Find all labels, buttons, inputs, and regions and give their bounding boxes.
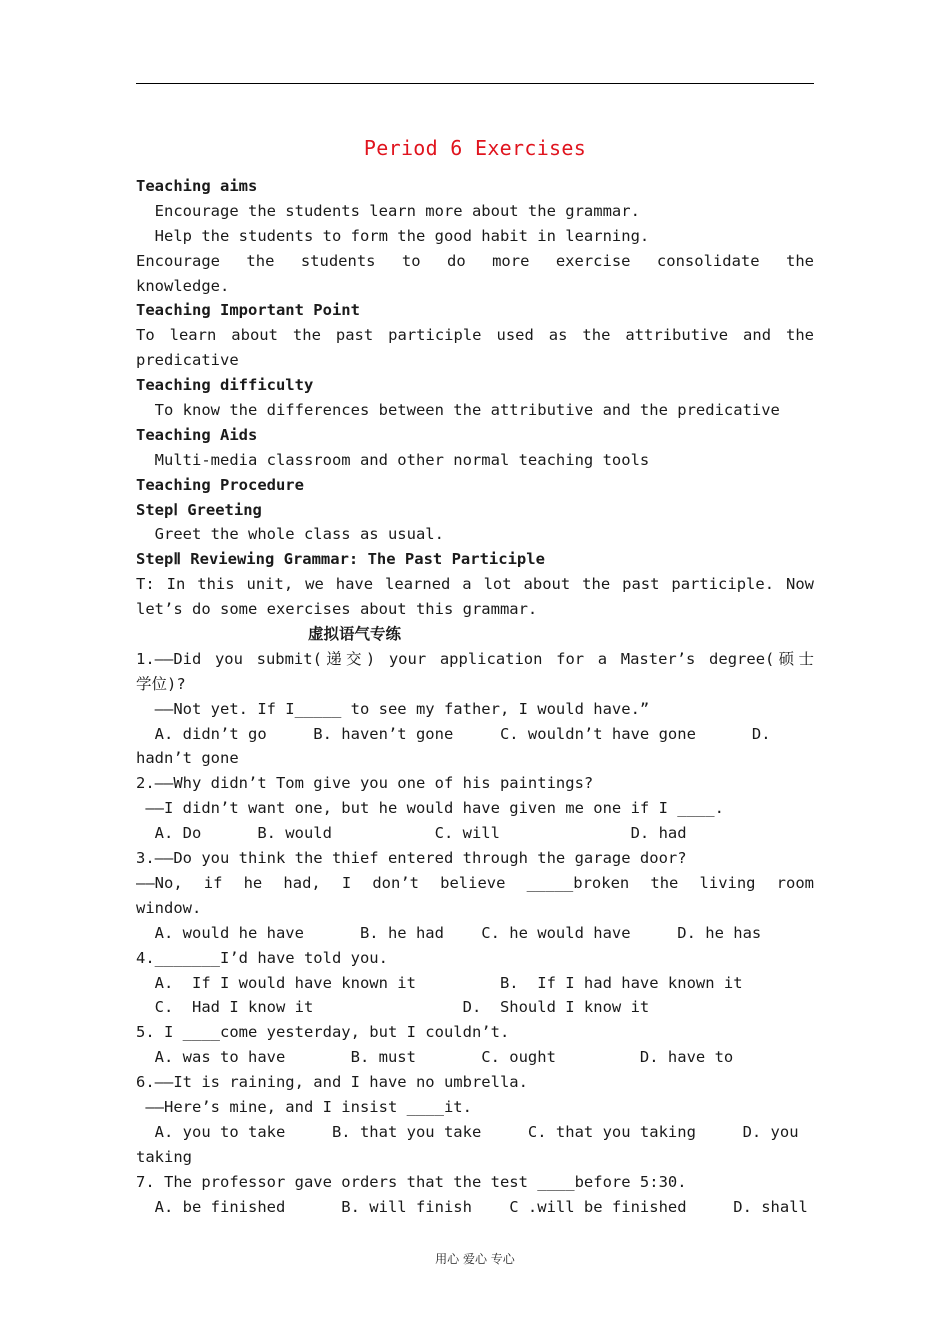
text-line: Help the students to form the good habit in learning. [136,226,650,245]
text-line: window. [136,898,202,917]
text-line: 1.——Did you submit(递交) your application for a Master’s degree(硕士 [136,649,814,668]
text-line: 7. The professor gave orders that the test ____before 5:30. [136,1172,687,1191]
text-line: 5. I ____come yesterday, but I couldn’t. [136,1023,510,1042]
text-line: ——No, if he had, I don’t believe _____broken the living room [136,873,814,892]
section-heading: Teaching aims [136,177,258,195]
section-subtitle: 虚拟语气专练 [308,625,402,644]
text-line: A. Do B. would C. will D. had [136,824,687,843]
text-line: Encourage the students to do more exercise consolidate the [136,251,814,270]
text-line: A. would he have B. he had C. he would have D. he has [136,923,762,942]
text-line: 4._______I’d have told you. [136,948,388,967]
text-line: C. Had I know it D. Should I know it [136,998,650,1017]
text-line: ——I didn’t want one, but he would have given me one if I ____. [136,799,724,818]
section-heading: Teaching Procedure [136,475,304,494]
text-line: To learn about the past participle used as the attributive and the [136,326,814,345]
page-title: Period 6 Exercises [363,136,587,160]
text-line: A. be finished B. will finish C .will be finished D. shall [136,1197,808,1216]
text-line: hadn’t gone [136,749,239,768]
section-heading: Teaching difficulty [136,376,314,395]
text-line: T: In this unit, we have learned a lot about the past participle. Now [136,575,814,594]
text-line: 学位)? [136,674,186,693]
text-line: A. was to have B. must C. ought D. have to [136,1048,734,1067]
text-line: A. If I would have known it B. If I had have known it [136,973,743,992]
header-rule [136,83,814,84]
text-line: 3.——Do you think the thief entered through the garage door? [136,849,687,868]
text-line: A. you to take B. that you take C. that you taking D. you [136,1122,799,1141]
text-line: Multi-media classroom and other normal teaching tools [136,450,650,469]
text-line: 6.——It is raining, and I have no umbrella. [136,1073,528,1092]
text-line: knowledge. [136,276,230,295]
section-heading: Teaching Aids [136,425,258,444]
document-body [136,174,814,1219]
text-line: 2.——Why didn’t Tom give you one of his paintings? [136,774,594,793]
text-line: Encourage the students learn more about the grammar. [136,201,640,220]
text-line: ——Here’s mine, and I insist ____it. [136,1097,472,1116]
text-line: taking [136,1147,192,1166]
text-line: let’s do some exercises about this grammar. [136,600,538,619]
text-line: ——Not yet. If I_____ to see my father, I would have.” [136,699,650,718]
text-line: Greet the whole class as usual. [136,525,444,544]
section-heading: StepⅡ Reviewing Grammar: The Past Participle [136,550,545,569]
page-footer: 用心 爱心 专心 [435,1252,515,1266]
text-line: predicative [136,351,239,370]
section-heading: Teaching Important Point [136,301,360,320]
section-heading: StepⅠ Greeting [136,500,262,519]
text-line: A. didn’t go B. haven’t gone C. wouldn’t have gone D. [136,724,771,743]
text-line: To know the differences between the attributive and the predicative [136,401,780,420]
